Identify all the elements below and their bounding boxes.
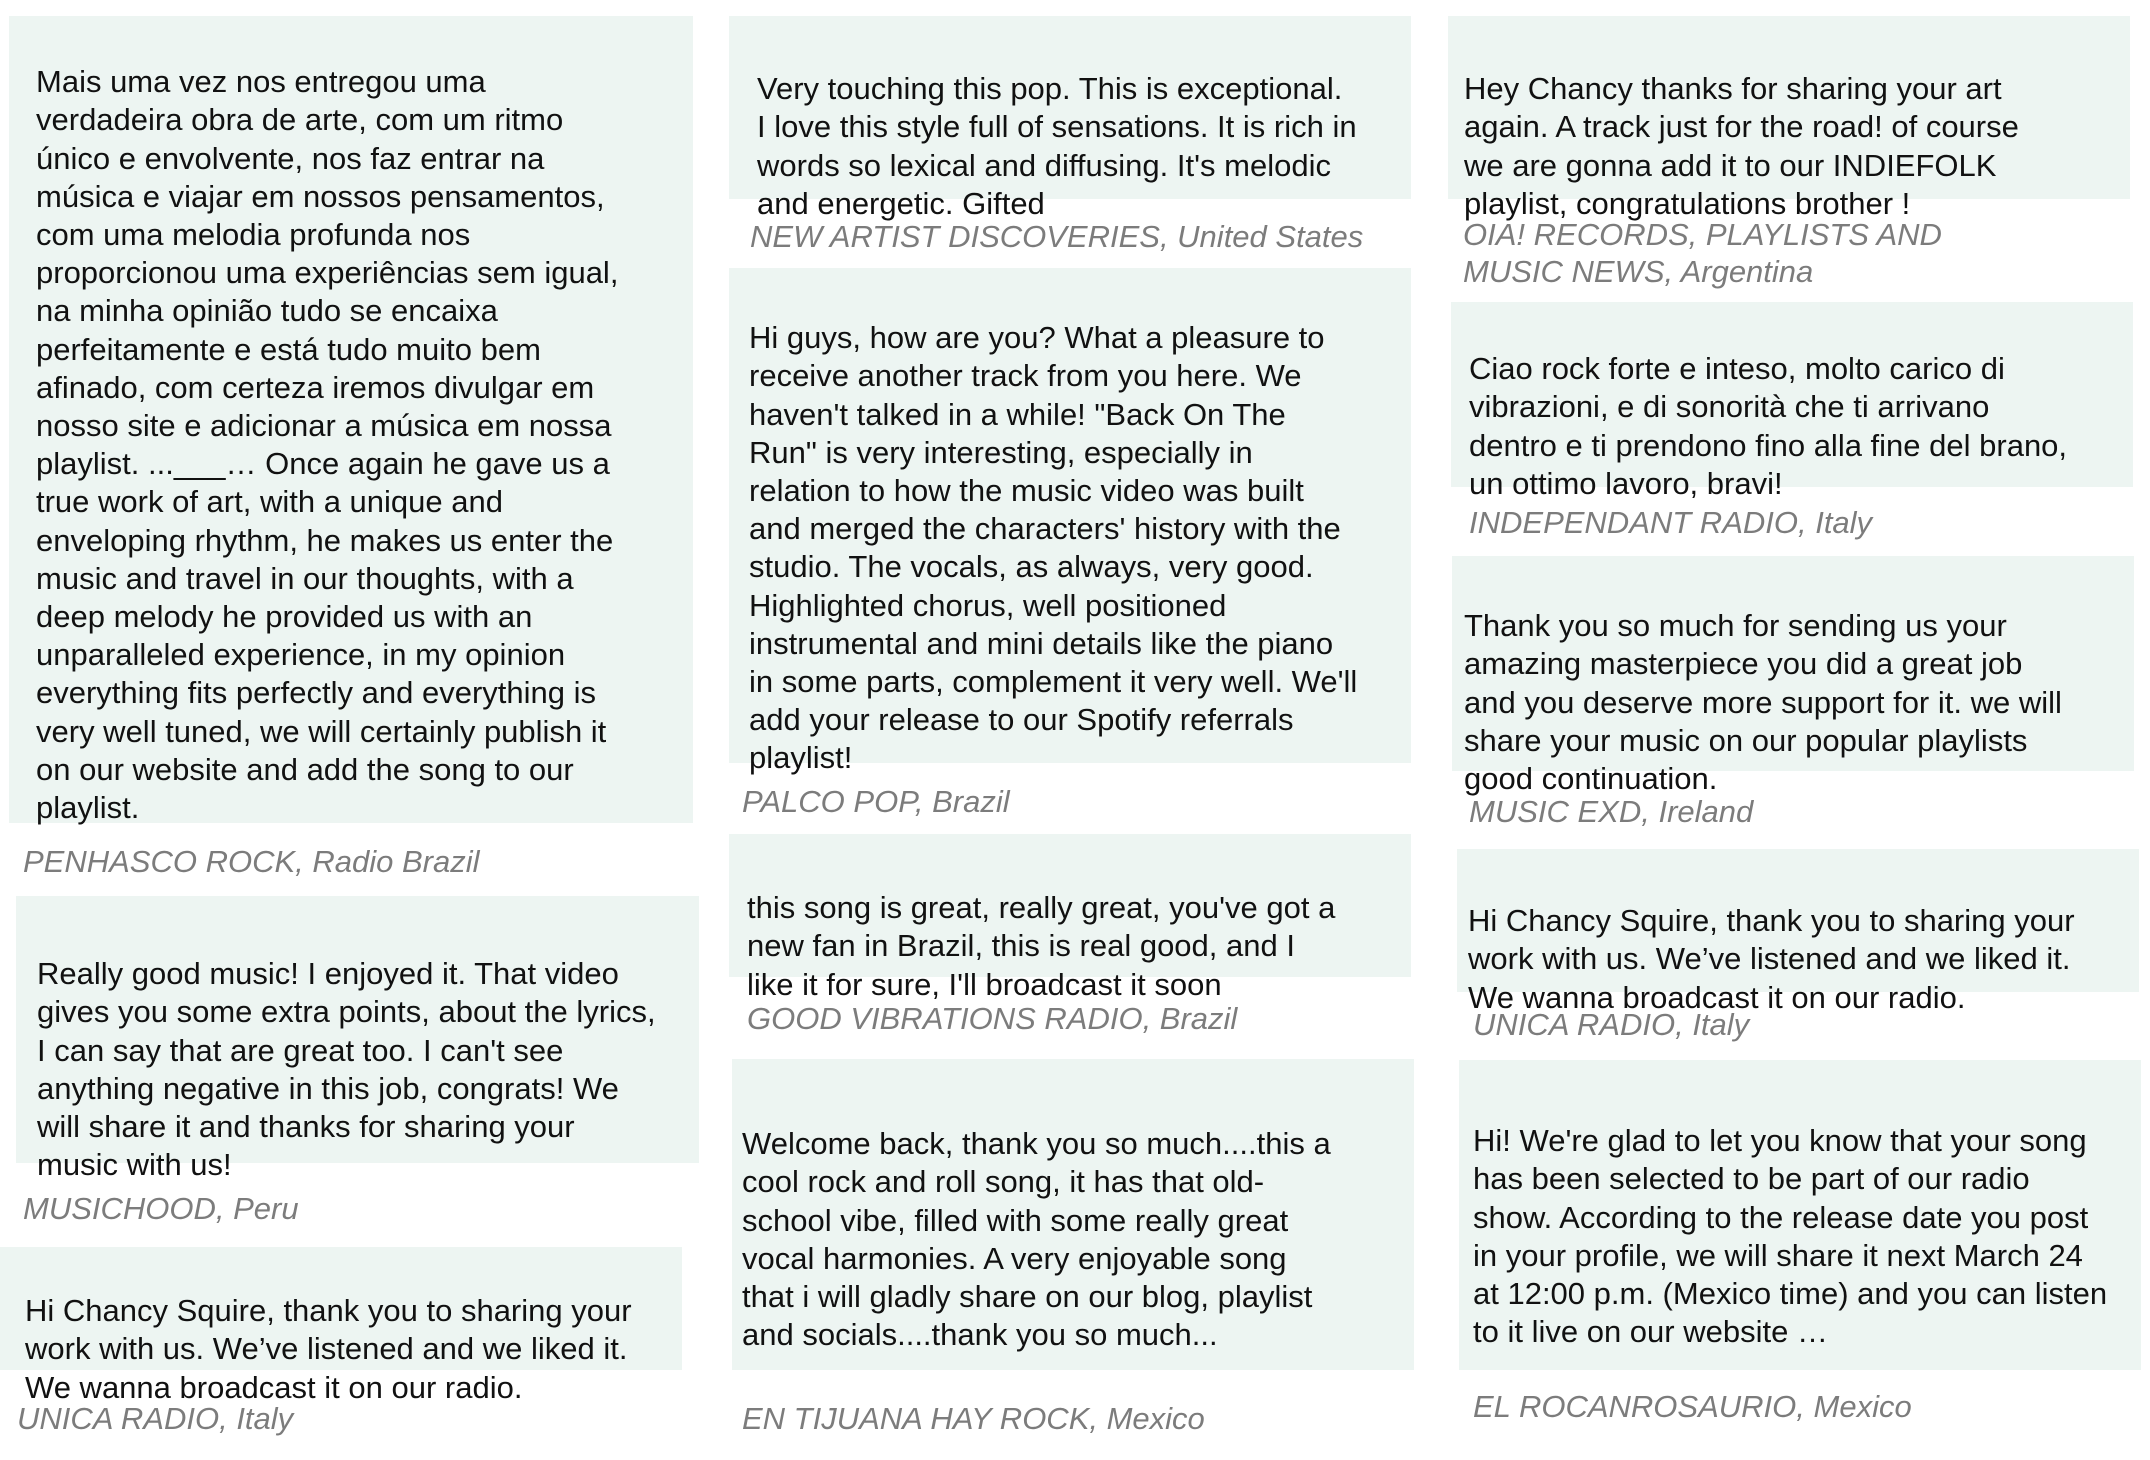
testimonial-text: Ciao rock forte e inteso, molto carico di vibrazioni, e di sonorità che ti arrivano dentro e ti prendono fino alla fine del brano, un ottimo lavoro, bravi! — [1469, 351, 2068, 501]
testimonial-source: OIA! RECORDS, PLAYLISTS AND MUSIC NEWS, Argentina — [1463, 217, 1942, 289]
testimonial-card — [0, 1247, 682, 1405]
testimonial-source: EN TIJUANA HAY ROCK, Mexico — [742, 1401, 1205, 1436]
testimonial-source: PENHASCO ROCK, Radio Brazil — [23, 844, 480, 879]
testimonial-text: Thank you so much for sending us your amazing masterpiece you did a great job and you deserve more support for it. we will share your music on our popular playlists good continuation. — [1464, 608, 2062, 797]
testimonial-text: Really good music! I enjoyed it. That video gives you some extra points, about the lyrics, I can say that are great too. I can't see anything negative in this job, congrats! We will share it and thanks for sharing your music with us! — [37, 956, 656, 1183]
testimonial-source: UNICA RADIO, Italy — [1473, 1007, 1750, 1042]
testimonial-card — [1452, 556, 2134, 797]
testimonial-text: Hi Chancy Squire, thank you to sharing your work with us. We’ve listened and we liked it. We wanna broadcast it on our radio. — [1468, 903, 2075, 1015]
testimonial-text: Hi! We're glad to let you know that your song has been selected to be part of our radio show. According to the release date you post in your profile, we will share it next March 24 at 12:00 p.m. (Mexico time) and you can listen to it live on our website … — [1473, 1123, 2108, 1350]
testimonial-text: Very touching this pop. This is exceptional. I love this style full of sensations. It is rich in words so lexical and diffusing. It's melodic and energetic. Gifted — [757, 71, 1357, 221]
testimonial-source: EL ROCANROSAURIO, Mexico — [1473, 1389, 1912, 1424]
testimonial-card — [1457, 849, 2139, 1015]
testimonial-source: MUSIC EXD, Ireland — [1469, 794, 1754, 829]
testimonial-card — [1459, 1060, 2141, 1370]
testimonial-source: PALCO POP, Brazil — [742, 784, 1010, 819]
testimonial-text: Mais uma vez nos entregou uma verdadeira obra de arte, com um ritmo único e envolvente, nos faz entrar na música e viajar em nossos pensamentos, com uma melodia profunda nos proporcionou uma experiências sem igual, na minha opinião tudo se encaixa perfeitamente e está tudo muito bem afinado, com certeza iremos divulgar em nosso site e adicionar a música em nossa playlist. ...___… Once again he gave us a true work of art, with a unique and enveloping rhythm, he makes us enter the music and travel in our thoughts, with a deep melody he provided us with an unparalleled experience, in my opinion everything fits perfectly and everything is very well tuned, we will certainly publish it on our website and add the song to our playlist. — [36, 64, 619, 826]
testimonial-text: this song is great, really great, you've got a new fan in Brazil, this is real good, and I like it for sure, I'll broadcast it soon — [747, 890, 1336, 1002]
testimonial-card — [729, 268, 1411, 776]
testimonial-card — [1451, 302, 2133, 501]
testimonial-source: UNICA RADIO, Italy — [17, 1401, 294, 1436]
testimonial-source: MUSICHOOD, Peru — [23, 1191, 299, 1226]
testimonial-source: INDEPENDANT RADIO, Italy — [1469, 505, 1873, 540]
testimonial-card — [9, 16, 693, 826]
testimonial-source: GOOD VIBRATIONS RADIO, Brazil — [747, 1001, 1238, 1036]
testimonial-text: Hi guys, how are you? What a pleasure to receive another track from you here. We haven't talked in a while! "Back On The Run" is very interesting, especially in relation to how the music video was built and merged the characters' history with the studio. The vocals, as always, very good. Highlighted chorus, well positioned instrumental and mini details like the piano in some parts, complement it very well. We'll add your release to our Spotify referrals playlist! — [749, 320, 1358, 776]
testimonial-card — [732, 1059, 1414, 1370]
testimonial-text: Welcome back, thank you so much....this a cool rock and roll song, it has that old- school vibe, filled with some really great vocal harmonies. A very enjoyable song that i will gladly share on our blog, playlist and socials....thank you so much... — [742, 1126, 1331, 1353]
testimonial-card — [1448, 16, 2130, 221]
testimonial-source: NEW ARTIST DISCOVERIES, United States — [750, 219, 1364, 254]
testimonial-card — [729, 834, 1411, 1002]
testimonial-text: Hey Chancy thanks for sharing your art again. A track just for the road! of course we are gonna add it to our INDIEFOLK playlist, congratulations brother ! — [1464, 71, 2019, 221]
testimonial-card — [729, 16, 1411, 221]
testimonial-text: Hi Chancy Squire, thank you to sharing your work with us. We’ve listened and we liked it. We wanna broadcast it on our radio. — [25, 1293, 632, 1405]
testimonial-card — [16, 896, 699, 1183]
